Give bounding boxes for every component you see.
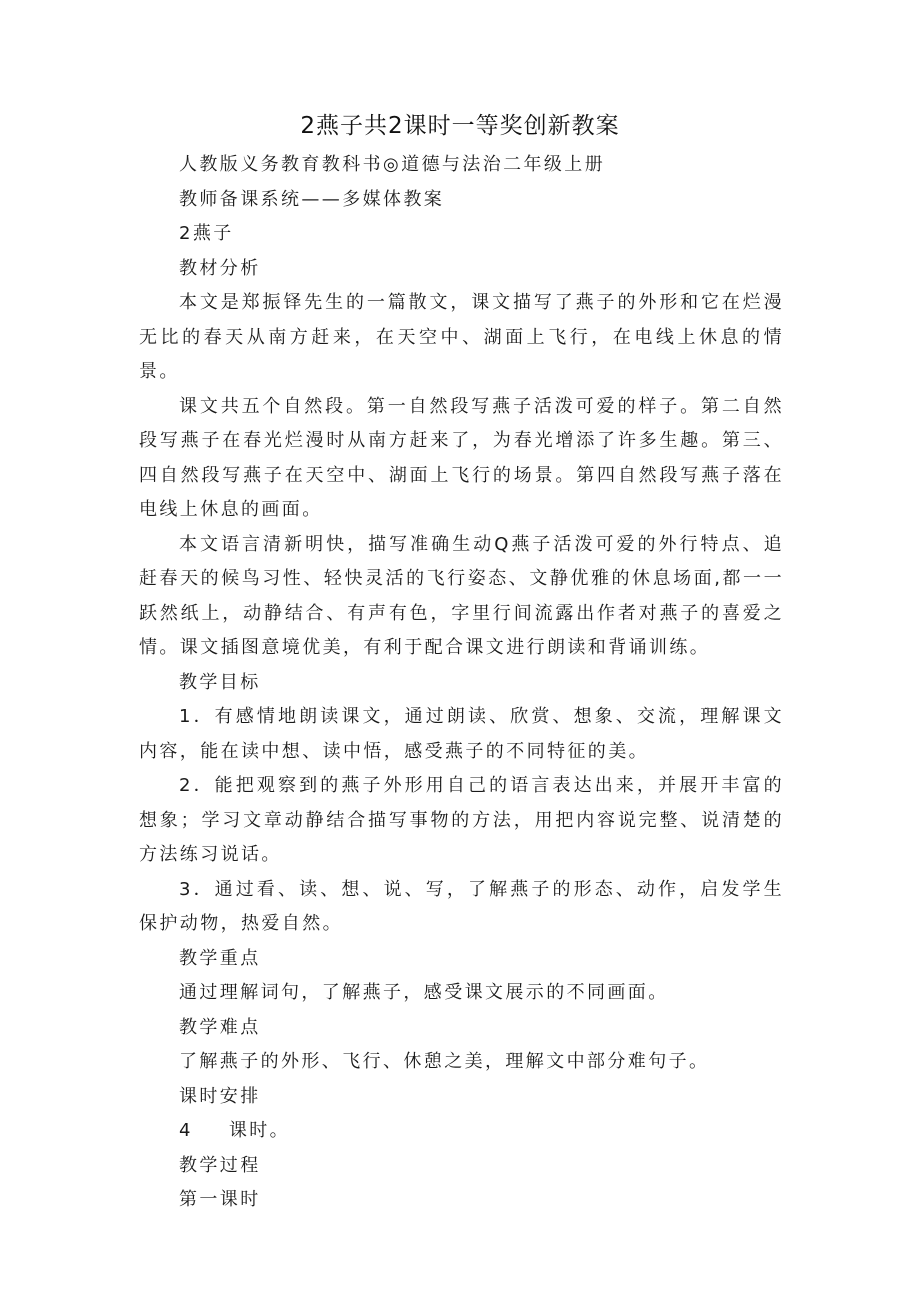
section-heading-difficulties: 教学难点: [179, 1016, 261, 1038]
section-heading-key-points: 教学重点: [179, 947, 261, 969]
textbook-line: 人教版义务教育教科书◎道德与法治二年级上册: [179, 154, 606, 175]
schedule-text: [139, 1114, 784, 1149]
difficulties-text: 了解燕子的外形、飞行、休憩之美，理解文中部分难句子。: [179, 1051, 710, 1072]
document-title: 2燕子共2课时一等奖创新教案: [300, 113, 620, 139]
system-line: 教师备课系统——多媒体教案: [179, 188, 445, 210]
section-heading-objectives: 教学目标: [179, 671, 261, 693]
first-lesson-heading: 第一课时: [179, 1189, 261, 1210]
objective-item: 3．通过看、读、想、说、写，了解燕子的形态、动作，启发学生保护动物，热爱自然。: [139, 878, 784, 934]
section-heading-process: 教学过程: [179, 1154, 261, 1176]
key-points-text: 通过理解词句，了解燕子，感受课文展示的不同画面。: [179, 982, 669, 1003]
analysis-paragraph: 本文语言清新明快，描写准确生动Q燕子活泼可爱的外行特点、追赶春天的候鸟习性、轻快灵活的飞行姿态、文静优雅的休息场面,都一一跃然纸上，动静结合、有声有色，字里行间流露出作者对燕子的喜爱之情。课文插图意境优美，有利于配合课文进行朗读和背诵训练。: [139, 533, 784, 658]
objective-item: 2．能把观察到的燕子外形用自己的语言表达出来，并展开丰富的想象；学习文章动静结合描写事物的方法，用把内容说完整、说清楚的方法练习说话。: [139, 775, 784, 865]
analysis-paragraph: 课文共五个自然段。第一自然段写燕子活泼可爱的样子。第二自然段写燕子在春光烂漫时从南方赶来了，为春光增添了许多生趣。第三、四自然段写燕子在天空中、湖面上飞行的场景。第四自然段写燕子落在电线上休息的画面。: [139, 395, 784, 520]
analysis-paragraph: 本文是郑振铎先生的一篇散文，课文描写了燕子的外形和它在烂漫无比的春天从南方赶来，在天空中、湖面上飞行，在电线上休息的情景。: [139, 292, 784, 382]
lesson-name: 2燕子: [179, 223, 234, 244]
section-heading-schedule: 课时安排: [179, 1085, 261, 1107]
section-heading-analysis: 教材分析: [179, 257, 261, 279]
document-body: [139, 148, 784, 1218]
schedule-number: 4: [179, 1120, 193, 1141]
objective-item: 1．有感情地朗读课文，通过朗读、欣赏、想象、交流，理解课文内容，能在读中想、读中悟，感受燕子的不同特征的美。: [139, 706, 784, 762]
schedule-unit: 课时。: [228, 1120, 291, 1141]
